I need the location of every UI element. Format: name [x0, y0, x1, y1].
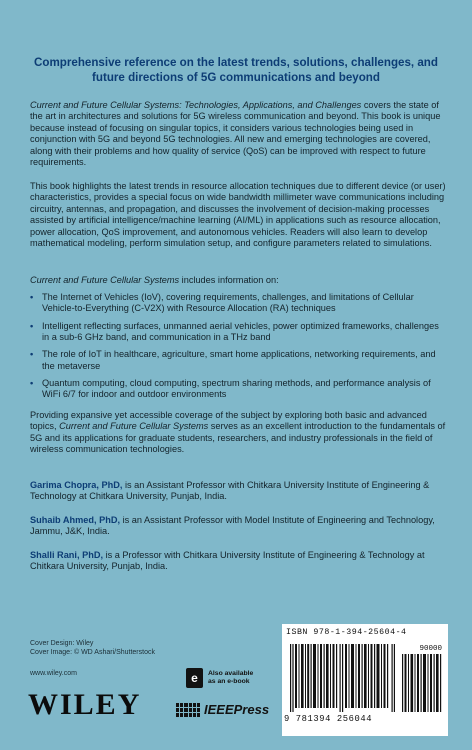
isbn-text: ISBN 978-1-394-25604-4 — [286, 628, 407, 637]
book-title-italic: Current and Future Cellular Systems: Technologies, Applications, and Challenges — [30, 100, 362, 110]
includes-intro — [30, 275, 448, 286]
wiley-logo: WILEY — [28, 688, 142, 721]
closing-text-after: serves as an excellent introduction to the fundamentals of 5G and its applications for graduate students, researchers, and industry professionals in the field of wireless communication technologies. — [30, 421, 446, 455]
author-bio — [30, 480, 448, 503]
trends-paragraph — [30, 181, 448, 249]
closing-text-before: Providing expansive yet accessible coverage of the subject by exploring both basic and advanced topics, — [30, 410, 427, 432]
feature-item: • Quantum computing, cloud computing, spectrum sharing methods, and performance analysis of WiFi 6/7 for indoor and outdoor environments — [30, 378, 448, 400]
author-bio — [30, 515, 448, 538]
price-addon-barcode — [402, 654, 442, 712]
price-code: 90000 — [419, 645, 442, 653]
book-title-italic: Current and Future Cellular Systems — [59, 421, 209, 432]
author-text: is a Professor with Chitkara University Institute of Engineering & Technology at Chitkara University, Punjab, India. — [30, 549, 425, 572]
cover-headline: Comprehensive reference on the latest trends, solutions, challenges, and future directions of 5G communications and beyond — [34, 56, 438, 84]
author-name: Garima Chopra, PhD, — [30, 480, 123, 490]
feature-item: • The Internet of Vehicles (IoV), covering requirements, challenges, and limitations of Cellular Vehicle-to-Everything (C-V2X) with Resource Allocation (RA) techniques — [30, 292, 448, 314]
author-bios — [30, 480, 448, 584]
cover-design-credit: Cover Design: Wiley — [30, 640, 94, 647]
ebook-line-1: Also available — [208, 670, 254, 677]
author-text: is an Assistant Professor with Model Institute of Engineering and Technology, Jammu, J&K, India. — [30, 514, 435, 537]
publisher-website: www.wiley.com — [30, 670, 77, 677]
ieee-press-logo — [176, 702, 269, 717]
ebook-availability — [208, 670, 253, 686]
cover-image-credit: Cover Image: © WD Ashari/Shutterstock — [30, 649, 155, 656]
ebook-icon: e — [186, 668, 203, 688]
includes-text: includes information on: — [179, 275, 279, 285]
intro-paragraph — [30, 100, 448, 168]
author-name: Shalli Rani, PhD, — [30, 549, 104, 560]
ean-barcode — [290, 644, 395, 712]
intro-text: covers the state of the art in architectures and solutions for 5G wireless communication and beyond. This book is unique because instead of focusing on singular topics, it considers various technologies being used in conjunction with 5G and beyond 5G technologies. All new and emerging technologies are covered, along with their problems and how quality of service (QoS) can be improved with respect to future requirements. — [30, 100, 441, 168]
book-title-italic: Current and Future Cellular Systems — [30, 275, 180, 285]
barcode-digits: 9 781394 256044 — [284, 714, 373, 724]
ebook-line-2: as an e-book — [208, 678, 250, 685]
author-name: Suhaib Ahmed, PhD, — [30, 514, 121, 525]
ieee-grid-icon — [176, 703, 200, 717]
feature-item: • Intelligent reflecting surfaces, unmanned aerial vehicles, power optimized frameworks, challenges in a sub-6 GHz band, and communication in a THz band — [30, 321, 448, 343]
feature-item: • The role of IoT in healthcare, agriculture, smart home applications, networking requirements, and the metaverse — [30, 349, 448, 371]
trends-text: This book highlights the latest trends in resource allocation techniques due to different device (or user) characteristics, provides a special focus on wide bandwidth millimeter wave communications including circuitry, antennas, and propagation, and discusses the involvement of decision-making processes assisted by artificial intelligence/machine learning (AI/ML) in applications such as resource allocation, power allocation, QoS improvement, and autonomous vehicles. Readers will also learn to develop mathematical modeling, perform simulation setup, and configure parameters related to simulations. — [30, 181, 446, 249]
barcode-panel — [282, 624, 448, 736]
closing-paragraph — [30, 410, 448, 456]
author-bio — [30, 550, 448, 573]
cover-credits — [30, 639, 155, 657]
ieee-press-wordmark: IEEEPress — [204, 702, 270, 717]
feature-list — [30, 292, 448, 407]
author-text: is an Assistant Professor with Chitkara University Institute of Engineering & Technology at Chitkara University, Punjab, India. — [30, 480, 430, 502]
